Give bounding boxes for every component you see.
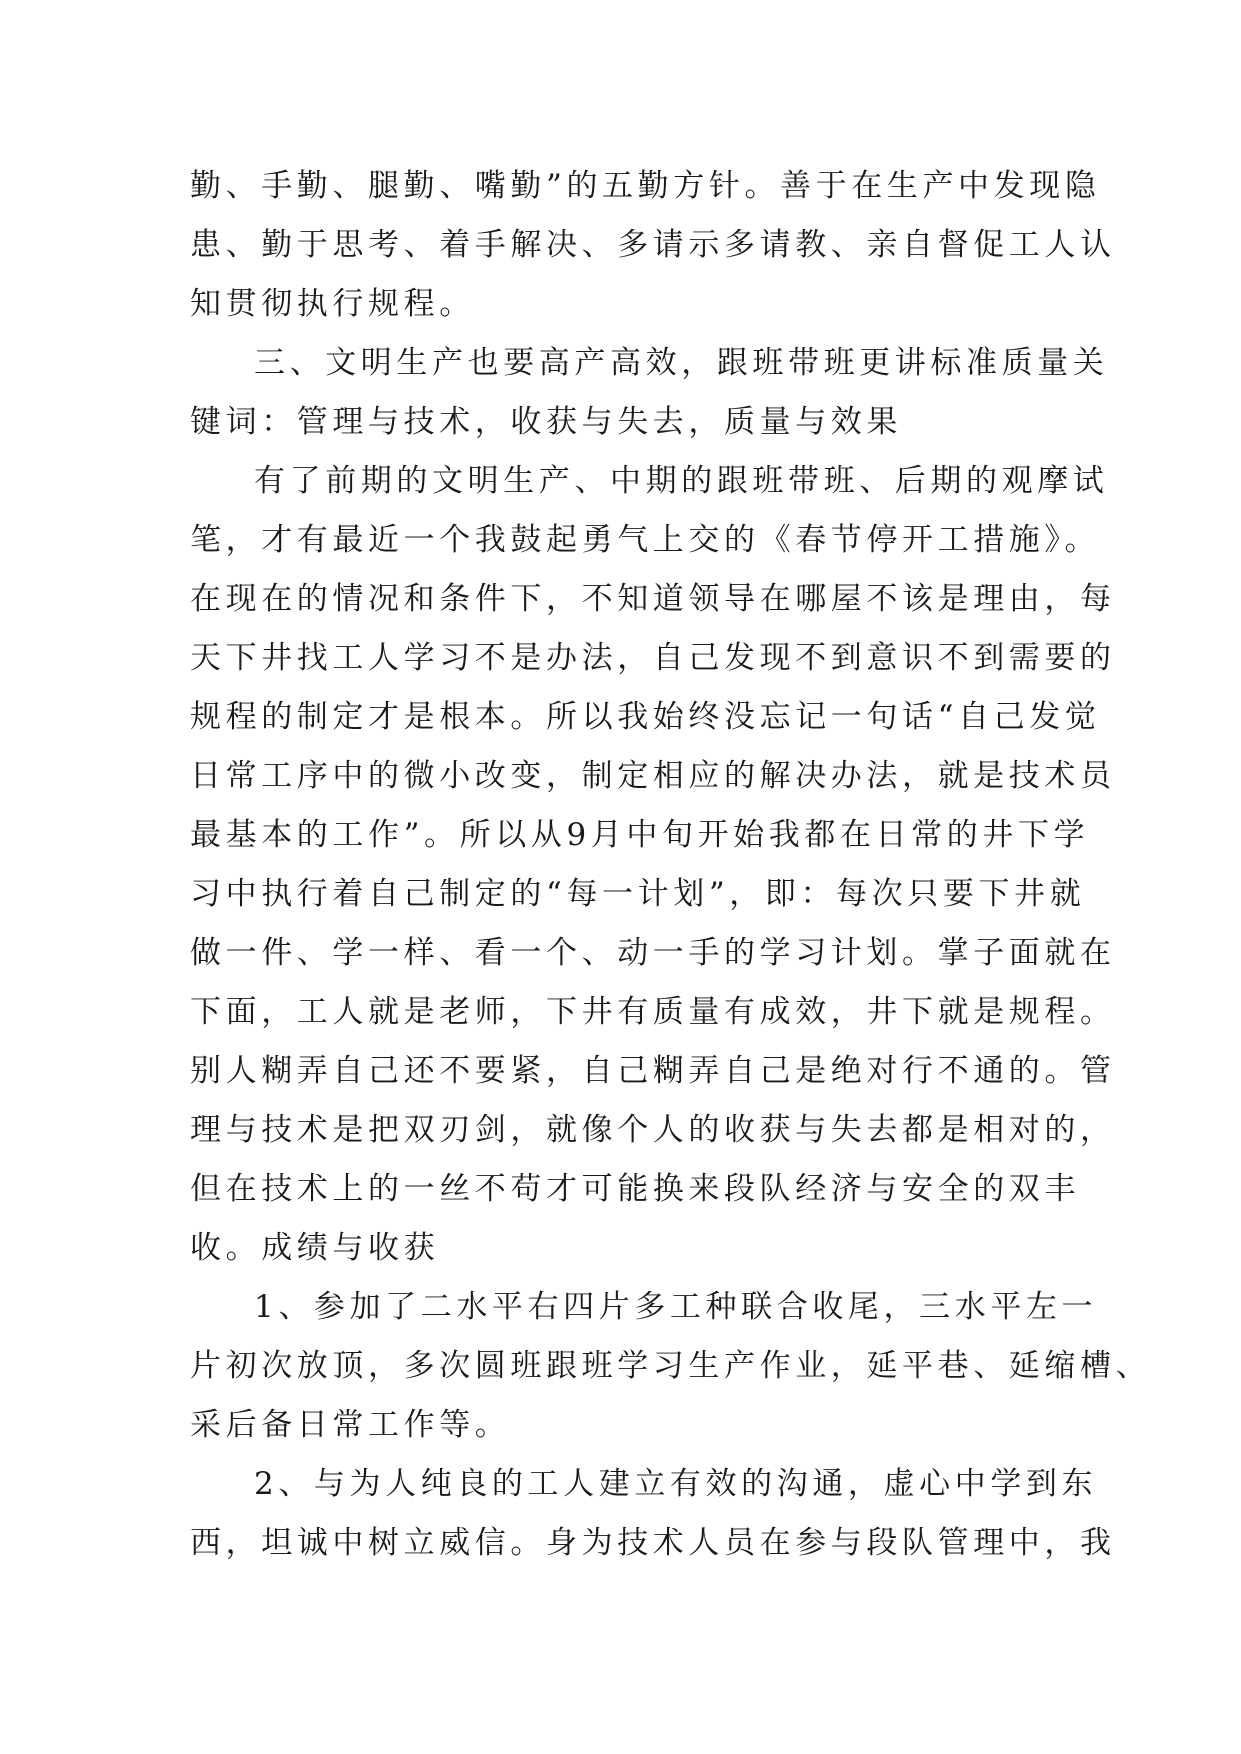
list-item-line: 1、参加了二水平右四片多工种联合收尾，三水平左一 — [254, 1289, 1098, 1325]
body-text-line: 有了前期的文明生产、中期的跟班带班、后期的观摩试 — [254, 463, 1109, 499]
list-item-line: 采后备日常工作等。 — [190, 1407, 511, 1443]
body-text-line: 下面，工人就是老师，下井有质量有成效，井下就是规程。 — [190, 994, 1116, 1030]
keywords-line: 键词：管理与技术，收获与失去，质量与效果 — [190, 404, 902, 440]
body-text-line: 习中执行着自己制定的“每一计划”，即：每次只要下井就 — [190, 876, 1086, 912]
body-text-line: 天下井找工人学习不是办法，自己发现不到意识不到需要的 — [190, 640, 1116, 676]
body-text-line: 最基本的工作”。所以从9月中旬开始我都在日常的井下学 — [190, 817, 1090, 853]
body-text-line: 收。成绩与收获 — [190, 1230, 440, 1266]
body-text-line: 规程的制定才是根本。所以我始终没忘记一句话“自己发觉 — [190, 699, 1101, 735]
body-text-line: 做一件、学一样、看一个、动一手的学习计划。掌子面就在 — [190, 935, 1116, 971]
section-heading-line: 三、文明生产也要高产高效，跟班带班更讲标准质量关 — [254, 345, 1109, 381]
body-text-line: 勤、手勤、腿勤、嘴勤”的五勤方针。善于在生产中发现隐 — [190, 168, 1101, 204]
list-item-line: 2、与为人纯良的工人建立有效的沟通，虚心中学到东 — [254, 1466, 1098, 1502]
body-text-line: 知贯彻执行规程。 — [190, 286, 475, 322]
body-text-line: 但在技术上的一丝不苟才可能换来段队经济与安全的双丰 — [190, 1171, 1080, 1207]
body-text-line: 理与技术是把双刃剑，就像个人的收获与失去都是相对的， — [190, 1112, 1116, 1148]
list-item-line: 片初次放顶，多次圆班跟班学习生产作业，延平巷、延缩槽、 — [190, 1348, 1152, 1384]
body-text-line: 患、勤于思考、着手解决、多请示多请教、亲自督促工人认 — [190, 227, 1116, 263]
body-text-line: 在现在的情况和条件下，不知道领导在哪屋不该是理由，每 — [190, 581, 1116, 617]
body-text-line: 笔，才有最近一个我鼓起勇气上交的《春节停开工措施》。 — [190, 522, 1101, 558]
body-text-line: 日常工序中的微小改变，制定相应的解决办法，就是技术员 — [190, 758, 1116, 794]
body-text-line: 别人糊弄自己还不要紧，自己糊弄自己是绝对行不通的。管 — [190, 1053, 1116, 1089]
list-item-line: 西，坦诚中树立威信。身为技术人员在参与段队管理中，我 — [190, 1525, 1116, 1561]
